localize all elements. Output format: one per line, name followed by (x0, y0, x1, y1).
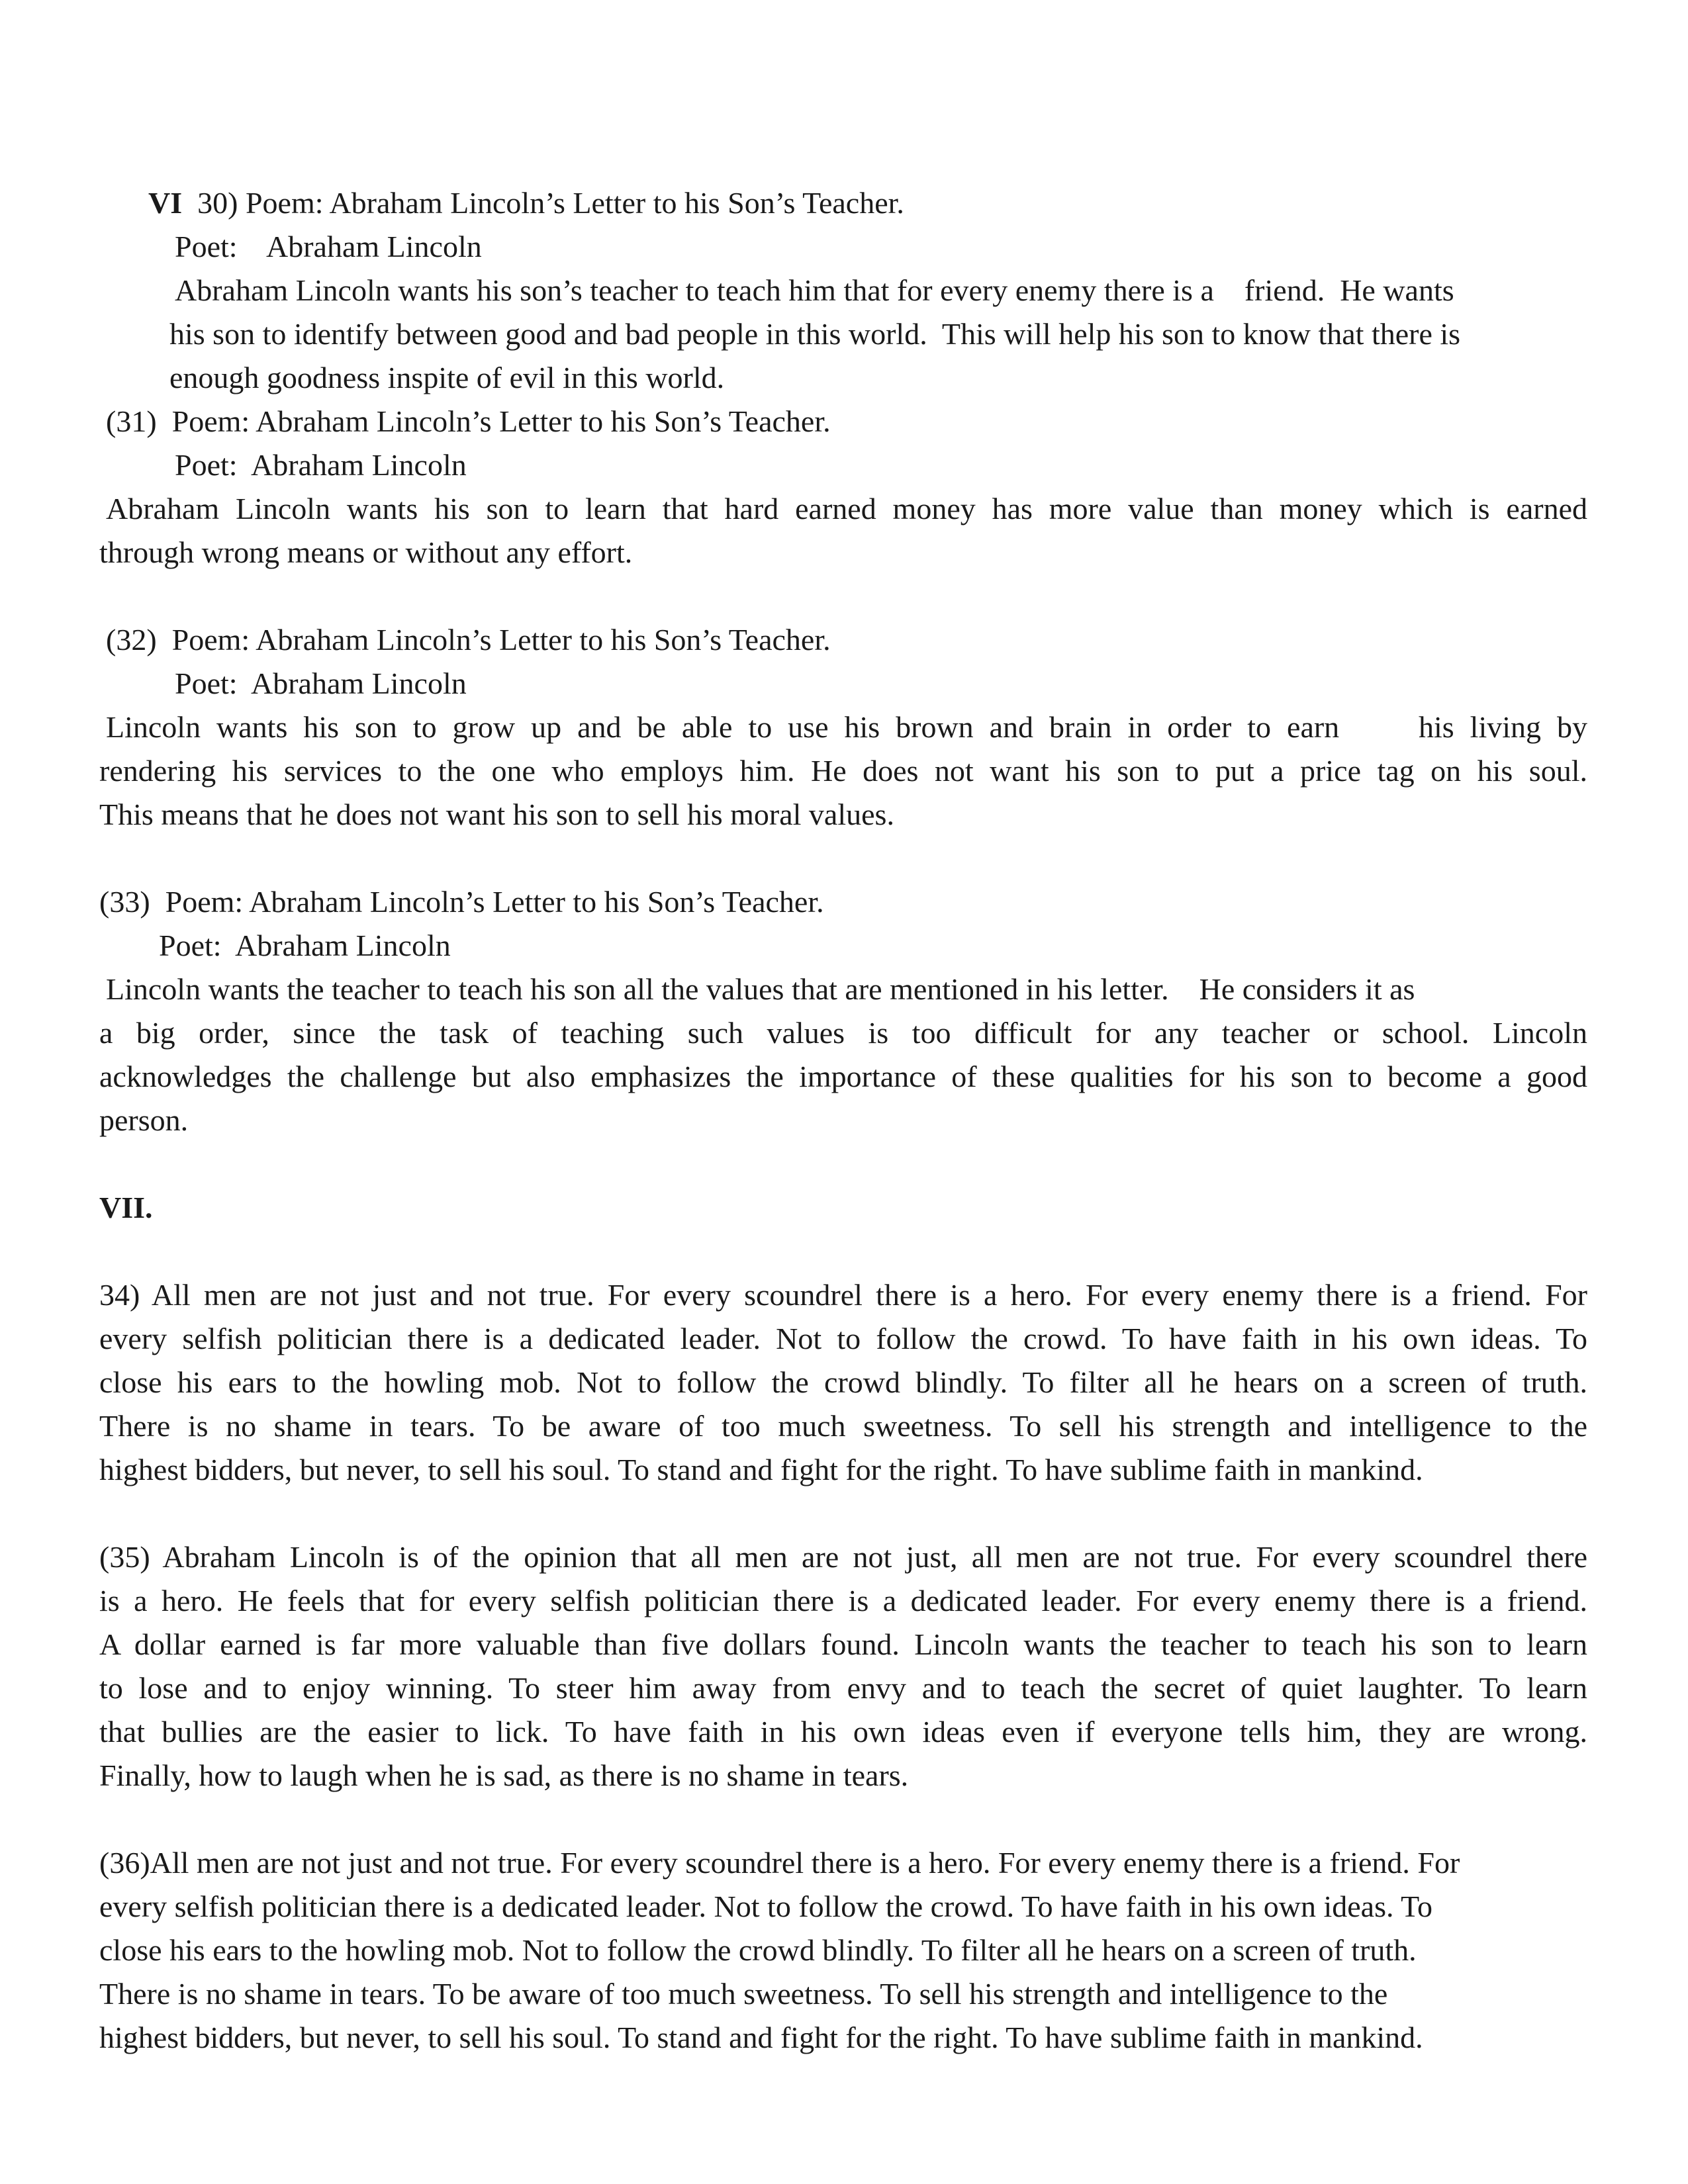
question-33-answer-line-4: person. (99, 1103, 189, 1137)
question-32-poet: Poet: Abraham Lincoln (175, 666, 467, 700)
question-33-answer-line-3: acknowledges the challenge but also emphasizes the importance of these qualities for his son to become a good (99, 1060, 1587, 1093)
question-33-poet: Poet: Abraham Lincoln (159, 929, 451, 962)
question-34-answer-line-4: There is no shame in tears. To be aware of too much sweetness. To sell his strength and intelligence to the (99, 1409, 1587, 1443)
question-30-answer-line-2: his son to identify between good and bad people in this world. This will help his son to know that there is (169, 317, 1461, 351)
question-33-answer-line-2: a big order, since the task of teaching such values is too difficult for any teacher or school. Lincoln (99, 1016, 1587, 1050)
question-32-answer-line-2: rendering his services to the one who employs him. He does not want his son to put a price tag on his soul. (99, 754, 1587, 788)
question-31-poet: Poet: Abraham Lincoln (175, 448, 467, 482)
question-35-answer-line-6: Finally, how to laugh when he is sad, as there is no shame in tears. (99, 1758, 909, 1792)
question-34-answer-line-1: 34) All men are not just and not true. For every scoundrel there is a hero. For every enemy there is a friend. For (99, 1278, 1587, 1312)
question-30-title-line (148, 181, 904, 225)
question-34-answer-line-5: highest bidders, but never, to sell his soul. To stand and fight for the right. To have sublime faith in mankind. (99, 1453, 1423, 1486)
question-32-answer-line-3: This means that he does not want his son to sell his moral values. (99, 797, 894, 831)
question-31-answer (99, 487, 1587, 574)
question-33-answer (99, 1011, 1587, 1142)
question-33-answer-line-1: Lincoln wants the teacher to teach his son all the values that are mentioned in his letter. He considers it as (106, 972, 1415, 1006)
question-30-poet: Poet: Abraham Lincoln (175, 230, 482, 263)
question-30-title: 30) Poem: Abraham Lincoln’s Letter to his Son’s Teacher. (197, 186, 904, 220)
question-35-answer-line-5: that bullies are the easier to lick. To have faith in his own ideas even if everyone tells him, they are wrong. (99, 1715, 1587, 1749)
question-34-answer-line-3: close his ears to the howling mob. Not to follow the crowd blindly. To filter all he hears on a screen of truth. (99, 1365, 1587, 1399)
question-30-answer-line-3: enough goodness inspite of evil in this world. (169, 361, 725, 394)
question-30-answer-line-1: Abraham Lincoln wants his son’s teacher to teach him that for every enemy there is a friend. He wants (175, 273, 1454, 307)
question-36-answer-line-2: every selfish politician there is a dedicated leader. Not to follow the crowd. To have faith in his own ideas. To (99, 1889, 1433, 1923)
question-36-answer-line-1: (36)All men are not just and not true. For every scoundrel there is a hero. For every enemy there is a friend. For (99, 1846, 1460, 1880)
section-vi-heading: VI (148, 186, 183, 220)
question-31-title: (31) Poem: Abraham Lincoln’s Letter to his Son’s Teacher. (106, 404, 831, 438)
question-35-answer-line-2: is a hero. He feels that for every selfish politician there is a dedicated leader. For every enemy there is a friend. (99, 1584, 1587, 1617)
question-32-title: (32) Poem: Abraham Lincoln’s Letter to his Son’s Teacher. (106, 623, 831, 657)
question-35-answer-line-4: to lose and to enjoy winning. To steer him away from envy and to teach the secret of quiet laughter. To learn (99, 1671, 1587, 1705)
question-36-answer (99, 1841, 1460, 2060)
question-35-answer-line-3: A dollar earned is far more valuable than five dollars found. Lincoln wants the teacher to teach his son to learn (99, 1627, 1587, 1661)
question-34-answer (99, 1273, 1587, 1492)
question-34-answer-line-2: every selfish politician there is a dedicated leader. Not to follow the crowd. To have faith in his own ideas. To (99, 1322, 1587, 1355)
question-32-answer (99, 705, 1587, 837)
question-35-answer-line-1: (35) Abraham Lincoln is of the opinion that all men are not just, all men are not true. For every scoundrel there (99, 1540, 1587, 1574)
section-vii-heading: VII. (99, 1191, 153, 1224)
question-32-answer-line-1: Lincoln wants his son to grow up and be able to use his brown and brain in order to earn his living by (106, 710, 1587, 744)
question-31-answer-line-1: Abraham Lincoln wants his son to learn that hard earned money has more value than money which is earned (106, 492, 1587, 525)
question-31-answer-line-2: through wrong means or without any effort. (99, 535, 633, 569)
question-36-answer-line-4: There is no shame in tears. To be aware of too much sweetness. To sell his strength and intelligence to the (99, 1977, 1388, 2011)
question-36-answer-line-3: close his ears to the howling mob. Not to follow the crowd blindly. To filter all he hears on a screen of truth. (99, 1933, 1417, 1967)
question-33-title: (33) Poem: Abraham Lincoln’s Letter to his Son’s Teacher. (99, 885, 824, 919)
question-35-answer (99, 1535, 1587, 1797)
question-36-answer-line-5: highest bidders, but never, to sell his soul. To stand and fight for the right. To have sublime faith in mankind. (99, 2021, 1423, 2054)
